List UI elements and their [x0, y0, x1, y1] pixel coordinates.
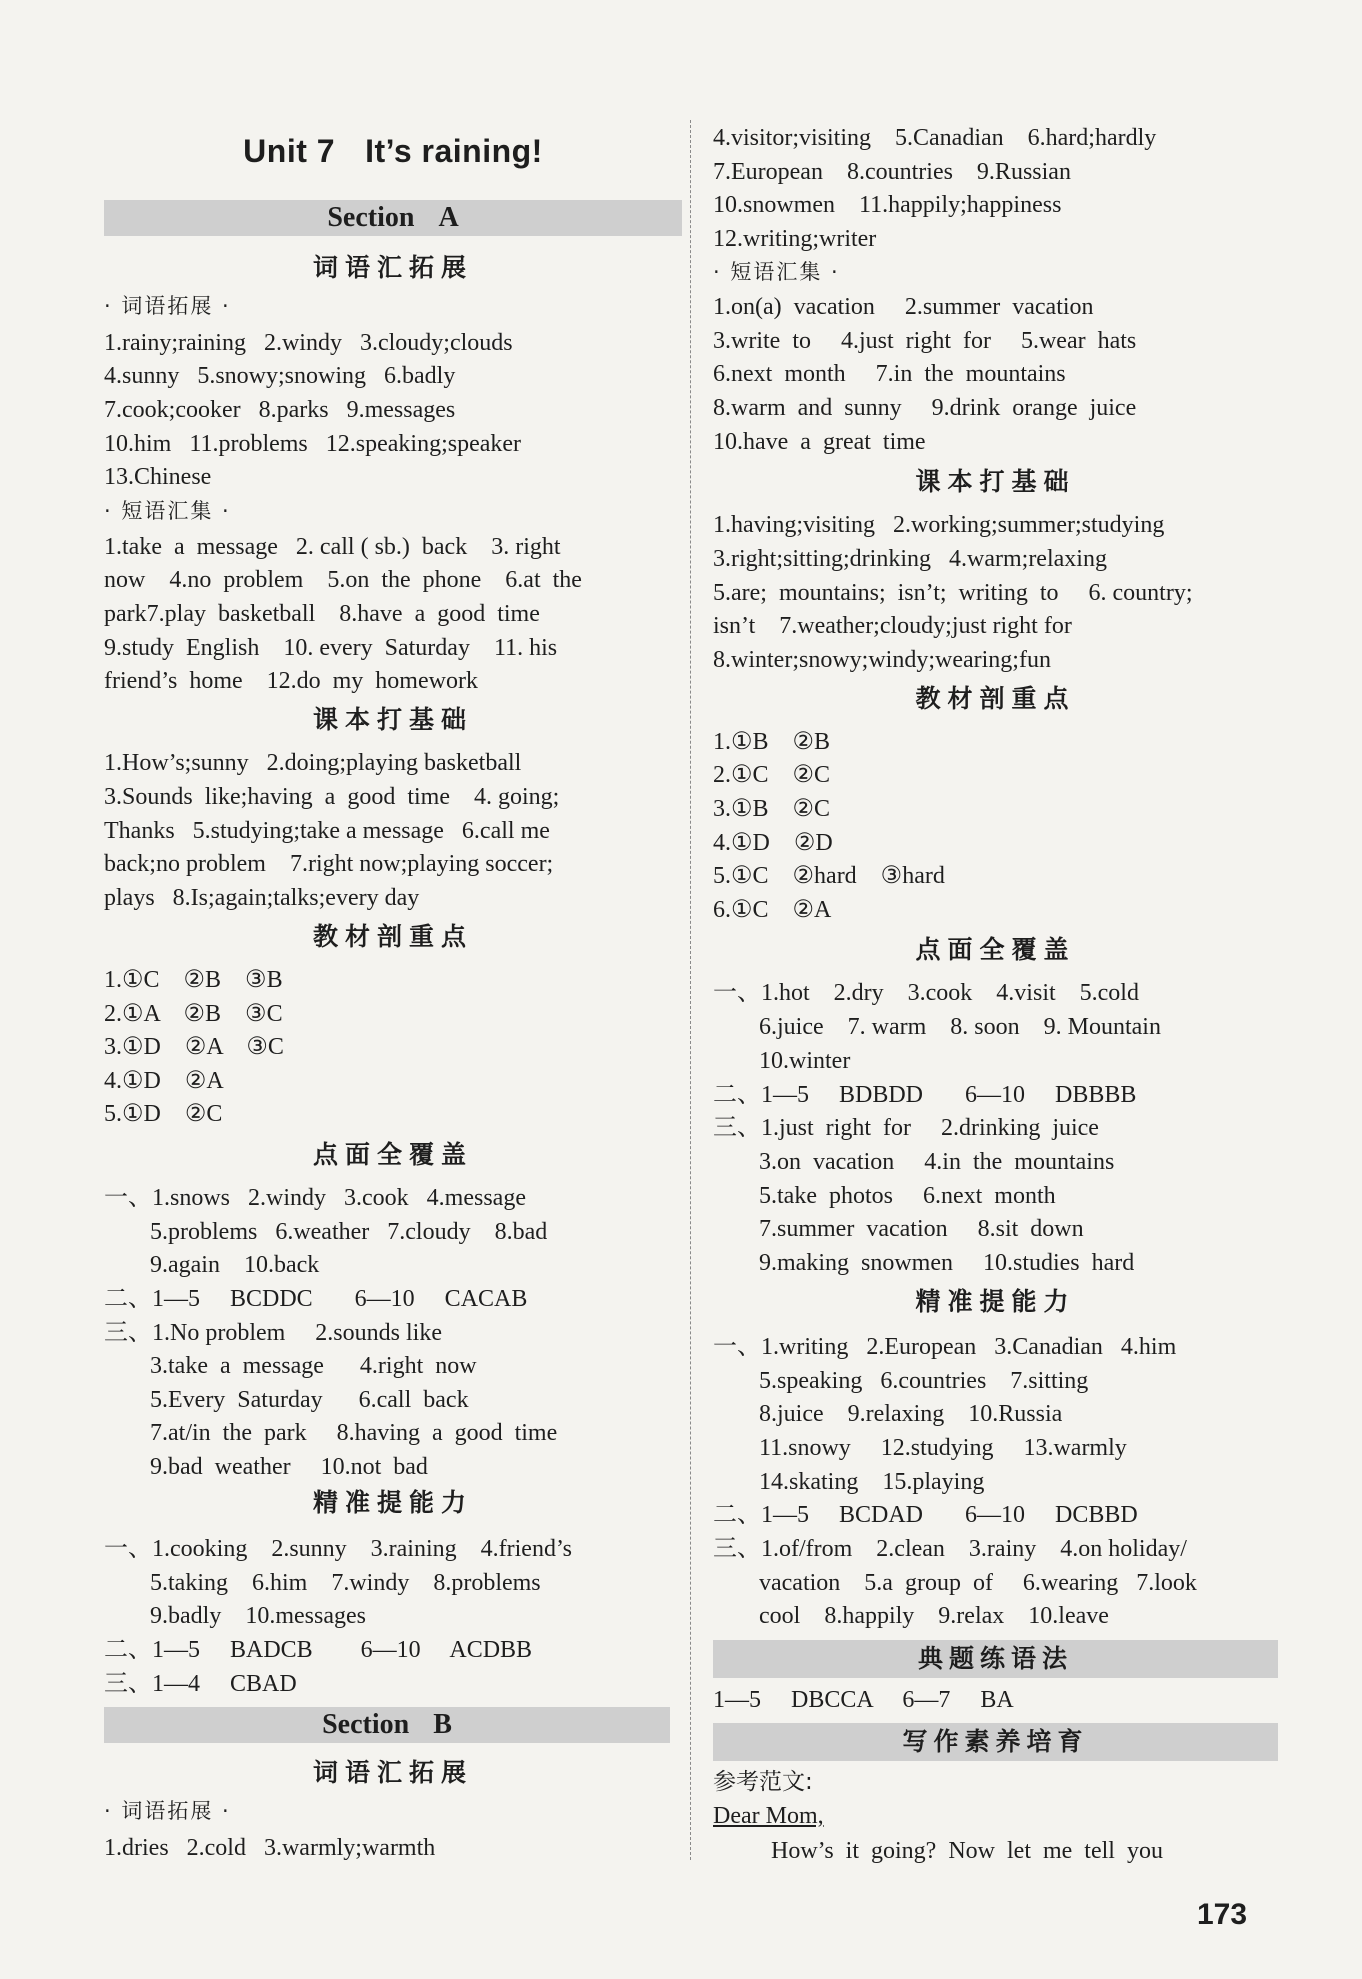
subheading-word-expansion: · 词语拓展 ·	[104, 294, 231, 318]
heading-key-points: 教材剖重点	[312, 922, 473, 951]
answer-line: 3.on vacation 4.in the mountains	[759, 1149, 1115, 1175]
answer-line: 2.①C ②C	[713, 762, 831, 788]
answer-line: cool 8.happily 9.relax 10.leave	[759, 1603, 1109, 1629]
answer-line: 5.taking 6.him 7.windy 8.problems	[150, 1570, 541, 1596]
answer-line: 7.European 8.countries 9.Russian	[713, 159, 1071, 185]
answer-line: 二、1—5 BDBDD 6—10 DBBBB	[713, 1082, 1137, 1108]
answer-line: isn’t 7.weather;cloudy;just right for	[713, 613, 1072, 639]
answer-line: 1.rainy;raining 2.windy 3.cloudy;clouds	[104, 330, 513, 356]
answer-line: plays 8.Is;again;talks;every day	[104, 885, 420, 911]
heading-vocab-expansion-b: 词语汇拓展	[312, 1758, 473, 1787]
section-b-bar: Section B	[104, 1707, 670, 1743]
answer-line: 9.badly 10.messages	[150, 1603, 366, 1629]
answer-line: 3.take a message 4.right now	[150, 1353, 477, 1379]
answer-line: 4.sunny 5.snowy;snowing 6.badly	[104, 363, 456, 389]
answer-line: 9.study English 10. every Saturday 11. his	[104, 635, 558, 661]
writing-cultivation-bar: 写作素养培育	[713, 1723, 1278, 1761]
answer-line: 4.①D ②D	[713, 830, 833, 856]
answer-line: back;no problem 7.right now;playing soccer;	[104, 851, 554, 877]
sample-essay-label: 参考范文:	[713, 1769, 813, 1795]
column-divider	[690, 120, 691, 1860]
answer-line: 三、1.just right for 2.drinking juice	[713, 1115, 1099, 1141]
heading-full-coverage: 点面全覆盖	[915, 935, 1076, 964]
answer-line: 三、1.of/from 2.clean 3.rainy 4.on holiday/	[713, 1536, 1187, 1562]
answer-line: 7.cook;cooker 8.parks 9.messages	[104, 397, 456, 423]
heading-key-points: 教材剖重点	[915, 684, 1076, 713]
answer-line: 10.have a great time	[713, 429, 926, 455]
subheading-phrases: · 短语汇集 ·	[104, 499, 231, 523]
answer-line: 7.at/in the park 8.having a good time	[150, 1420, 558, 1446]
answer-line: vacation 5.a group of 6.wearing 7.look	[759, 1570, 1197, 1596]
answer-line: 12.writing;writer	[713, 226, 877, 252]
answer-line: 4.visitor;visiting 5.Canadian 6.hard;hardly	[713, 125, 1157, 151]
answer-line: Thanks 5.studying;take a message 6.call me	[104, 818, 550, 844]
answer-line: 7.summer vacation 8.sit down	[759, 1216, 1084, 1242]
answer-line: 3.right;sitting;drinking 4.warm;relaxing	[713, 546, 1107, 572]
heading-ability: 精准提能力	[915, 1287, 1076, 1316]
grammar-practice-bar: 典题练语法	[713, 1640, 1278, 1678]
answer-line: 4.①D ②A	[104, 1068, 224, 1094]
unit-title: Unit 7 It’s raining!	[243, 133, 543, 169]
answer-line: 14.skating 15.playing	[759, 1469, 985, 1495]
answer-line: 1.①B ②B	[713, 729, 831, 755]
answer-line: 三、1—4 CBAD	[104, 1671, 297, 1697]
heading-textbook-basics: 课本打基础	[312, 705, 473, 734]
answer-line: 5.①C ②hard ③hard	[713, 863, 945, 889]
answer-line: 1.dries 2.cold 3.warmly;warmth	[104, 1835, 436, 1861]
answer-line: 2.①A ②B ③C	[104, 1001, 283, 1027]
answer-line: 1.How’s;sunny 2.doing;playing basketball	[104, 750, 522, 776]
heading-ability: 精准提能力	[312, 1488, 473, 1517]
answer-line: 5.Every Saturday 6.call back	[150, 1387, 469, 1413]
heading-textbook-basics: 课本打基础	[915, 467, 1076, 496]
answer-line: 6.juice 7. warm 8. soon 9. Mountain	[759, 1014, 1161, 1040]
answer-line: 一、1.snows 2.windy 3.cook 4.message	[104, 1185, 526, 1211]
answer-line: 三、1.No problem 2.sounds like	[104, 1320, 442, 1346]
answer-line: 10.snowmen 11.happily;happiness	[713, 192, 1062, 218]
answer-line: 6.next month 7.in the mountains	[713, 361, 1066, 387]
answer-line: 3.①D ②A ③C	[104, 1034, 284, 1060]
answer-line: 10.him 11.problems 12.speaking;speaker	[104, 431, 522, 457]
heading-vocab-expansion: 词语汇拓展	[312, 253, 473, 282]
answer-line: park7.play basketball 8.have a good time	[104, 601, 540, 627]
answer-line: 一、1.hot 2.dry 3.cook 4.visit 5.cold	[713, 980, 1139, 1006]
answer-line: 3.write to 4.just right for 5.wear hats	[713, 328, 1137, 354]
answer-line: 8.winter;snowy;windy;wearing;fun	[713, 647, 1051, 673]
answer-line: 8.warm and sunny 9.drink orange juice	[713, 395, 1137, 421]
answer-line: 13.Chinese	[104, 464, 212, 490]
answer-line: 一、1.writing 2.European 3.Canadian 4.him	[713, 1334, 1177, 1360]
answer-line: 10.winter	[759, 1048, 851, 1074]
heading-full-coverage: 点面全覆盖	[312, 1140, 473, 1169]
answer-line: 1—5 DBCCA 6—7 BA	[713, 1687, 1014, 1713]
answer-line: 11.snowy 12.studying 13.warmly	[759, 1435, 1127, 1461]
letter-first-line: How’s it going? Now let me tell you	[771, 1838, 1163, 1864]
answer-line: 8.juice 9.relaxing 10.Russia	[759, 1401, 1063, 1427]
answer-line: 二、1—5 BCDDC 6—10 CACAB	[104, 1286, 528, 1312]
answer-line: 5.are; mountains; isn’t; writing to 6. country;	[713, 580, 1193, 606]
answer-line: 1.①C ②B ③B	[104, 967, 283, 993]
answer-line: 9.making snowmen 10.studies hard	[759, 1250, 1135, 1276]
answer-line: 1.take a message 2. call ( sb.) back 3. right	[104, 534, 561, 560]
answer-line: 5.problems 6.weather 7.cloudy 8.bad	[150, 1219, 548, 1245]
answer-line: 9.bad weather 10.not bad	[150, 1454, 428, 1480]
letter-greeting: Dear Mom,	[713, 1803, 824, 1829]
subheading-phrases: · 短语汇集 ·	[713, 260, 840, 284]
answer-line: 二、1—5 BCDAD 6—10 DCBBD	[713, 1502, 1138, 1528]
answer-line: 3.①B ②C	[713, 796, 831, 822]
page-number: 173	[1197, 1898, 1248, 1931]
subheading-word-expansion-b: · 词语拓展 ·	[104, 1799, 231, 1823]
answer-line: 3.Sounds like;having a good time 4. going;	[104, 784, 560, 810]
answer-line: 二、1—5 BADCB 6—10 ACDBB	[104, 1637, 533, 1663]
answer-line: friend’s home 12.do my homework	[104, 668, 478, 694]
answer-line: 5.take photos 6.next month	[759, 1183, 1056, 1209]
answer-line: 5.①D ②C	[104, 1101, 223, 1127]
answer-line: 5.speaking 6.countries 7.sitting	[759, 1368, 1089, 1394]
section-a-bar: Section A	[104, 200, 682, 236]
answer-line: 6.①C ②A	[713, 897, 832, 923]
answer-line: 9.again 10.back	[150, 1252, 320, 1278]
answer-line: now 4.no problem 5.on the phone 6.at the	[104, 567, 582, 593]
answer-line: 一、1.cooking 2.sunny 3.raining 4.friend’s	[104, 1536, 572, 1562]
answer-line: 1.having;visiting 2.working;summer;studying	[713, 512, 1165, 538]
answer-line: 1.on(a) vacation 2.summer vacation	[713, 294, 1094, 320]
